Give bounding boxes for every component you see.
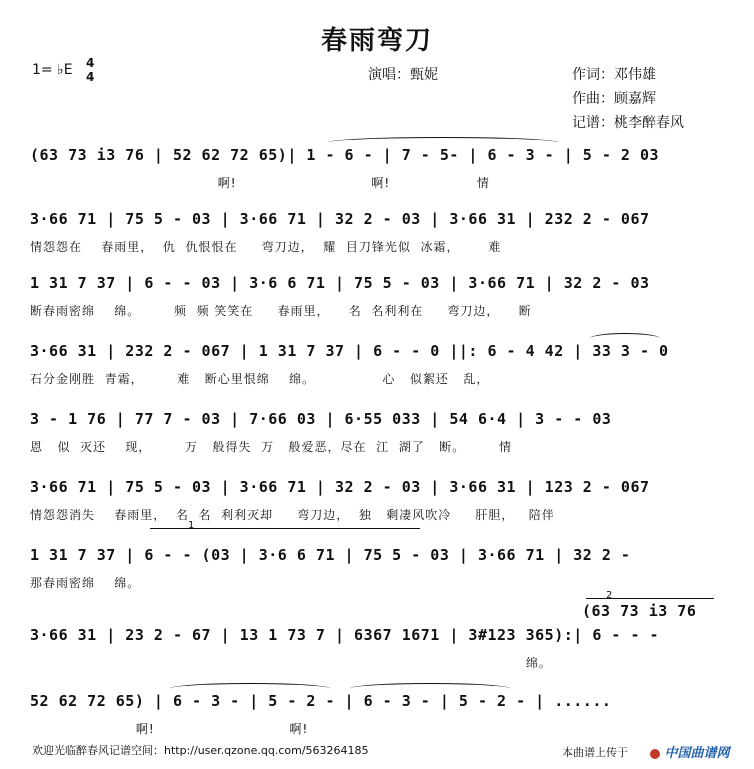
score-row-1 [0, 146, 754, 210]
composer-credit: 作曲：顾嘉辉 [572, 91, 656, 107]
notation-line: 52 62 72 65) | 6 - 3 - | 5 - 2 - | 6 - 3 - | 5 - 2 - | ...... [30, 692, 612, 710]
score-row-8 [0, 590, 754, 690]
lyric-line: 断春雨密绵 绵。 频 频 笑笑在 春雨里， 名 名利利在 弯刀边， 断 [30, 304, 532, 318]
lyric-line: 情怨怨消失 春雨里， 名 名 利利灭却 弯刀边， 独 剩凄风吹冷 肝胆， 陪伴 [30, 508, 555, 522]
lyric-line: 石分金刚胜 青霜， 难 断心里恨绵 绵。 心 似絮还 乱， [30, 372, 490, 386]
score-row-7 [0, 520, 754, 610]
notation-line: 3·66 71 | 75 5 - 03 | 3·66 71 | 32 2 - 03 | 3·66 31 | 123 2 - 067 [30, 478, 650, 496]
score-row-3 [0, 274, 754, 338]
upload-note: 本曲谱上传于 [562, 746, 628, 759]
lyric-line: 情怨怨在 春雨里， 仇 仇恨恨在 弯刀边， 耀 目刀锋光似 冰霜， 难 [30, 240, 502, 254]
notation-line: 3·66 31 | 232 2 - 067 | 1 31 7 37 | 6 - - 0 ||: 6 - 4 42 | 33 3 - 0 [30, 342, 669, 360]
lyric-line: 啊! 啊! [30, 722, 309, 736]
notation-line: (63 73 i3 76 [582, 602, 697, 620]
notation-line: 1 31 7 37 | 6 - - 03 | 3·6 6 71 | 75 5 - 03 | 3·66 71 | 32 2 - 03 [30, 274, 650, 292]
score-row-5 [0, 410, 754, 474]
lyric-line: 那春雨密绵 绵。 [30, 576, 141, 590]
volta-number: 2 [606, 590, 613, 601]
slur-mark [170, 683, 330, 694]
footer-credit: 欢迎光临醉春风记谱空间：http://user.qzone.qq.com/563264185 [32, 744, 369, 757]
site-logo [650, 742, 730, 761]
lyric-line: 绵。 [30, 656, 552, 670]
lyric-line: 啊! 啊! 情 [30, 176, 490, 190]
notation-line: 3 - 1 76 | 77 7 - 03 | 7·66 03 | 6·55 033 | 54 6·4 | 3 - - 03 [30, 410, 612, 428]
logo-icon [650, 749, 660, 759]
notation-line: 3·66 31 | 23 2 - 67 | 13 1 73 7 | 6367 1671 | 3#123 365):| 6 - - - [30, 626, 660, 644]
notation-line: 1 31 7 37 | 6 - - (03 | 3·6 6 71 | 75 5 - 03 | 3·66 71 | 32 2 - [30, 546, 631, 564]
slur-mark [350, 683, 510, 694]
score-row-2 [0, 210, 754, 274]
logo-text: 中国曲谱网 [664, 746, 730, 761]
notation-line: (63 73 i3 76 | 52 62 72 65)| 1 - 6 - | 7 - 5- | 6 - 3 - | 5 - 2 03 [30, 146, 660, 164]
volta-number: 1 [188, 520, 195, 531]
key-signature: 1= ♭E [32, 62, 73, 78]
slur-mark [328, 137, 558, 148]
time-signature-bottom: 4 [86, 70, 95, 84]
transcriber-credit: 记谱：桃李醉春风 [572, 115, 684, 131]
notation-line: 3·66 71 | 75 5 - 03 | 3·66 71 | 32 2 - 03 | 3·66 31 | 232 2 - 067 [30, 210, 650, 228]
slur-mark [590, 333, 660, 344]
page-title: 春雨弯刀 [320, 26, 433, 56]
score-row-6 [0, 478, 754, 542]
time-signature-top: 4 [86, 56, 95, 70]
singer-credit: 演唱：甄妮 [368, 67, 438, 83]
score-row-4 [0, 342, 754, 406]
lyric-line: 恩 似 灭还 现， 万 般得失 万 般爱恶，尽在 江 湖了 断。 情 [30, 440, 512, 454]
lyricist-credit: 作词：邓伟雄 [572, 67, 656, 83]
